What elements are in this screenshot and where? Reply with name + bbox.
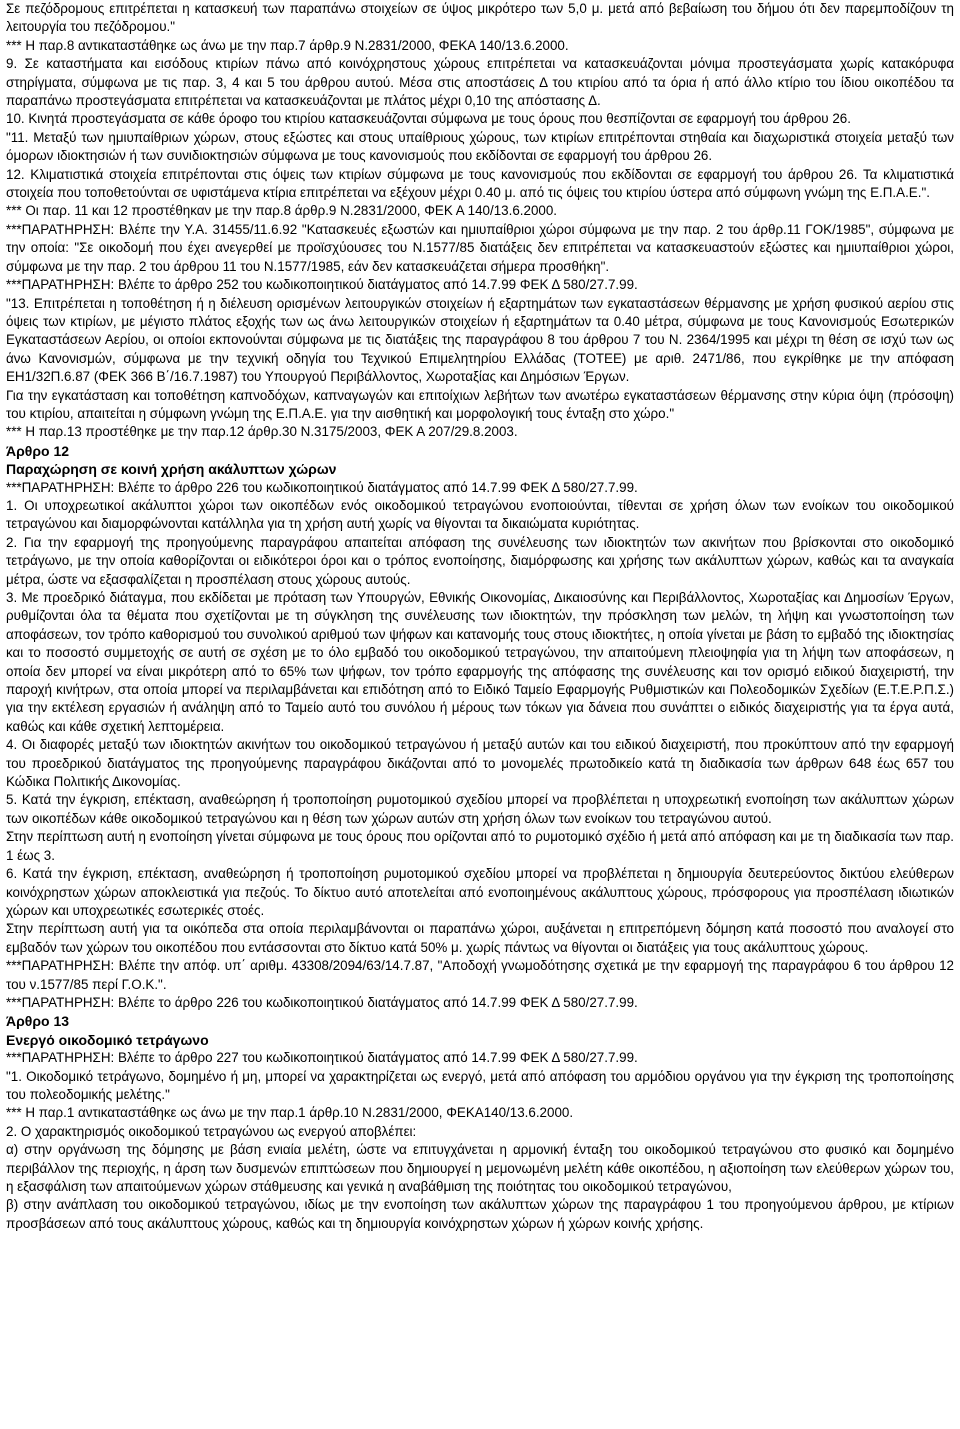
paragraph: 2. Για την εφαρμογή της προηγούμενης παραγράφου απαιτείται απόφαση της συνέλευσης των ιδιοκτητών των ακινήτων που βρίσκονται στο οικοδομικό τετράγωνο, με την οποία καθορίζονται οι ειδικότεροι όροι και ο τρόπος ενοποίησης, διαμόρφωσης και χρήσης των ακάλυπτων χώρων, καθώς και τα αναγκαία μέτρα, ώστε να εξασφαλίζεται η προσπέλαση στους χώρους αυτούς. [6, 534, 954, 587]
paragraph: ***ΠΑΡΑΤΗΡΗΣΗ: Βλέπε το άρθρο 226 του κωδικοποιητικού διατάγματος από 14.7.99 ΦΕΚ Δ 580/27.7.99. [6, 994, 638, 1010]
paragraph: *** Οι παρ. 11 και 12 προστέθηκαν με την παρ.8 άρθρ.9 Ν.2831/2000, ΦΕΚ Α 140/13.6.2000. [6, 203, 558, 219]
paragraph: 2. Ο χαρακτηρισμός οικοδομικού τετραγώνου ως ενεργού αποβλέπει: [6, 1123, 417, 1139]
paragraph: 1. Οι υποχρεωτικοί ακάλυπτοι χώροι των οικοπέδων ενός οικοδομικού τετραγώνου ενοποιούνται, τίθενται σε χρήση όλων των ενοίκων του οικοδομικού τετραγώνου και διαμορφώνονται κατάλληλα για τη χρήση αυτή χωρίς να θίγονται τα δικαιώματα κυριότητας. [6, 497, 954, 532]
paragraph: Για την εγκατάσταση και τοποθέτηση καπνοδόχων, καπναγωγών και επιτοίχιων λεβήτων των ανωτέρω εγκαταστάσεων θέρμανσης στην κύρια όψη (πρόσοψη) του κτιρίου, απαιτείται η σύμφωνη γνώμη της Ε.Π.Α.Ε. για την αισθητική και μορφολογική τους ένταξη στο χώρο." [6, 387, 954, 421]
paragraph: ***ΠΑΡΑΤΗΡΗΣΗ: Βλέπε το άρθρο 226 του κωδικοποιητικού διατάγματος από 14.7.99 ΦΕΚ Δ 580/27.7.99. [6, 479, 638, 495]
section-heading: Παραχώρηση σε κοινή χρήση ακάλυπτων χώρων [6, 461, 337, 478]
paragraph: "13. Επιτρέπεται η τοποθέτηση ή η διέλευση ορισμένων λειτουργικών στοιχείων ή εξαρτημάτων των εγκαταστάσεων θέρμανσης με χρήση φυσικού αερίου στις όψεις των κτιρίων, με μέγιστο πλάτος εξοχής των ως άνω λειτουργικών στοιχείων ή εξαρτημάτων τα 0.40 μέτρα, σύμφωνα με τους Κανονισμούς Εσωτερικών Εγκαταστάσεων Αερίου, οι οποίοι εκπονούνται σύμφωνα με τις διατάξεις της παραγράφου 8 του άρθρου 7 του Ν. 2364/1995 και μέχρι τη θέση σε ισχύ των ως άνω Κανονισμών, σύμφωνα με την τεχνική οδηγία του Τεχνικού Επιμελητηρίου Ελλάδας (ΤΟΤΕΕ) με αριθ. 2471/86, που εγκρίθηκε με την απόφαση ΕΗ1/32Π.6.87 (ΦΕΚ 366 Β΄/16.7.1987) του Υπουργού Περιβάλλοντος, Χωροταξίας και Δημόσιων Έργων. [6, 295, 954, 385]
paragraph: 3. Με προεδρικό διάταγμα, που εκδίδεται με πρόταση των Υπουργών, Εθνικής Οικονομίας, Δικαιοσύνης και Περιβάλλοντος, Χωροταξίας και Δημοσίων Έργων, ρυθμίζονται όλα τα θέματα που σχετίζονται με τη σύγκληση της συνέλευσης των ιδιοκτητών, την πρόσκληση των μελών, τη λήψη και γνωστοποίηση των αποφάσεων, τον τρόπο καθορισμού του συνολικού αριθμού των ψήφων και κατανομής τους στους ιδιοκτήτες, η οποία γίνεται με βάση το εμβαδό της ιδιοκτησίας και το ποσοστό συμμετοχής σε αυτή σε σχέση με το όλο εμβαδό του οικοδομικού τετραγώνου, την απαιτούμενη πλειοψηφία για τη λήψη των αποφάσεων, η οποία δεν μπορεί να είναι μικρότερη από το 65% των ψήφων, τον τρόπο εφαρμογής της απόφασης της συνέλευσης και τον ορισμό ειδικού διαχειριστή, την παροχή κινήτρων, στα οποία μπορεί να περιλαμβάνεται και επιδότηση από το Ειδικό Ταμείο Εφαρμογής Ρυθμιστικών και Πολεοδομικών Σχεδίων (Ε.Τ.Ε.Ρ.Π.Σ.) για την εκτέλεση εργασιών ή ανάληψη από το Ταμείο αυτό του συνόλου ή μέρους των τόκων για δάνεια που συνάπτει ο ειδικός διαχειριστής για τα έργα αυτά, καθώς και κάθε σχετική λεπτομέρεια. [6, 590, 954, 734]
section-heading: Άρθρο 12 [6, 442, 70, 459]
paragraph: "11. Μεταξύ των ημιυπαίθριων χώρων, στους εξώστες και στους υπαίθριους χώρους, των κτιρίων επιτρέπονται στηθαία και διαχωριστικά στοιχεία μεταξύ των όμορων ιδιοκτησιών ή των συνιδιοκτησιών σύμφωνα με τους κανονισμούς που εκδίδονται σε εφαρμογή του άρθρου 26. [6, 129, 954, 164]
paragraph: ***ΠΑΡΑΤΗΡΗΣΗ: Βλέπε την απόφ. υπ΄ αριθμ. 43308/2094/63/14.7.87, "Αποδοχή γνωμοδότησης σχετικά με την εφαρμογή της παραγράφου 6 του άρθρου 12 του ν.1577/85 περί Γ.Ο.Κ.". [6, 958, 954, 992]
paragraph: Στην περίπτωση αυτή για τα οικόπεδα στα οποία περιλαμβάνονται οι παραπάνω χώροι, αυξάνεται η επιτρεπόμενη δόμηση κατά ποσοστό που αναλογεί στο εμβαδόν των χώρων του οικοπέδου που εντάσσονται στο δίκτυο κατά 50% μ. χωρίς πάντως να θίγονται οι διατάξεις για τους ακάλυπτους χώρους. [6, 921, 954, 955]
paragraph: 5. Κατά την έγκριση, επέκταση, αναθεώρηση ή τροποποίηση ρυμοτομικού σχεδίου μπορεί να προβλέπεται η υποχρεωτική ενοποίηση των ακάλυπτων χώρων των οικοπέδων κάθε οικοδομικού τετραγώνου και η θέση των χώρων αυτών στη χρήση όλων των ενοίκων του τετραγώνου αυτού. [6, 792, 954, 826]
paragraph: ***ΠΑΡΑΤΗΡΗΣΗ: Βλέπε το άρθρο 252 του κωδικοποιητικού διατάγματος από 14.7.99 ΦΕΚ Δ 580/27.7.99. [6, 277, 638, 293]
section-heading: Ενεργό οικοδομικό τετράγωνο [6, 1031, 209, 1048]
paragraph: Στην περίπτωση αυτή η ενοποίηση γίνεται σύμφωνα με τους όρους που ορίζονται από το ρυμοτομικό σχέδιο ή μετά από απόφαση και με τη διαδικασία των παρ. 1 έως 3. [6, 829, 954, 863]
paragraph: 10. Κινητά προστεγάσματα σε κάθε όροφο του κτιρίου κατασκευάζονται σύμφωνα με τους όρους που θεσπίζονται σε εφαρμογή του άρθρου 26. [6, 111, 851, 127]
paragraph: 9. Σε καταστήματα και εισόδους κτιρίων πάνω από κοινόχρηστους χώρους επιτρέπεται να κατασκευάζονται μόνιμα προστεγάσματα χωρίς κατακόρυφα στηρίγματα, σύμφωνα με τις παρ. 3, 4 και 5 του άρθρου αυτού. Μέσα στις αποστάσεις Δ του κτιρίου από τα όρια ή από άλλο κτίριο του ίδιου οικοπέδου τα παραπάνω προστεγάσματα επιτρέπεται να κατασκευάζονται με πλάτος μέχρι 0,10 της απόστασης Δ. [6, 56, 954, 109]
paragraph: β) στην ανάπλαση του οικοδομικού τετραγώνου, ιδίως με την ενοποίηση των ακάλυπτων χώρων της παραγράφου 1 του προηγούμενου άρθρου, με κτίριων προσβάσεων από τους ακάλυπτους χώρους, καθώς και τη δημιουργία κοινόχρηστων χώρων ή χώρων κοινής χρήσης. [6, 1197, 954, 1231]
paragraph: *** Η παρ.1 αντικαταστάθηκε ως άνω με την παρ.1 άρθρ.10 Ν.2831/2000, ΦΕΚΑ140/13.6.2000. [6, 1105, 574, 1121]
paragraph: *** Η παρ.8 αντικαταστάθηκε ως άνω με την παρ.7 άρθρ.9 Ν.2831/2000, ΦΕΚΑ 140/13.6.2000. [6, 37, 569, 53]
paragraph: 6. Κατά την έγκριση, επέκταση, αναθεώρηση ή τροποποίηση ρυμοτομικού σχεδίου μπορεί να προβλέπεται η δημιουργία δευτερεύοντος δικτύου ελεύθερων κοινόχρηστων χώρων αποκλειστικά για πεζούς. Το δίκτυο αυτό αποτελείται από ενοποιημένους ακάλυπτους χώρους, πρόσφορους για προσπέλαση ιδιωτικών χώρων και υποχρεωτικές εσωτερικές στοές. [6, 866, 954, 918]
paragraph: ***ΠΑΡΑΤΗΡΗΣΗ: Βλέπε το άρθρο 227 του κωδικοποιητικού διατάγματος από 14.7.99 ΦΕΚ Δ 580/27.7.99. [6, 1050, 638, 1066]
paragraph: ***ΠΑΡΑΤΗΡΗΣΗ: Βλέπε την Υ.Α. 31455/11.6.92 "Κατασκευές εξωστών και ημιυπαίθριοι χώροι σύμφωνα με την παρ. 2 του άρθρ.11 ΓΟΚ/1985", σύμφωνα με την οποία: "Σε οικοδομή που έχει ανεγερθεί με προϊσχύουσες του Ν.1577/85 διατάξεις δεν επιτρέπεται να κατασκευαστούν εξώστες και ημιυπαίθριοι χώροι, σύμφωνα με την παρ. 2 του άρθρου 11 του Ν.1577/1985, εάν δεν κατασκευάζεται σήμερα προσθήκη". [6, 221, 954, 274]
paragraph: "1. Οικοδομικό τετράγωνο, δομημένο ή μη, μπορεί να χαρακτηρίζεται ως ενεργό, μετά από απόφαση του αρμόδιου οργάνου για την έγκριση της τροποποίησης του πολεοδομικής μελέτης." [6, 1068, 954, 1102]
section-heading: Άρθρο 13 [6, 1013, 70, 1030]
paragraph: *** Η παρ.13 προστέθηκε με την παρ.12 άρθρ.30 Ν.3175/2003, ΦΕΚ Α 207/29.8.2003. [6, 424, 518, 440]
paragraph: Σε πεζόδρομους επιτρέπεται η κατασκευή των παραπάνω στοιχείων σε ύψος μικρότερο των 5,0 μ. μετά από βεβαίωση του δήμου ότι δεν παρεμποδίζουν τη λειτουργία του πεζόδρομου." [6, 1, 954, 35]
paragraph: α) στην οργάνωση της δόμησης με βάση ενιαία μελέτη, ώστε να επιτυγχάνεται η αρμονική ένταξη του οικοδομικού τετραγώνου στο φυσικό και δομημένο περιβάλλον της περιοχής, η άρση των δυσμενών επιπτώσεων που δημιουργεί η μεμονωμένη μελέτη κάθε οικοπέδου, η αξιοποίηση των ελεύθερων χώρων του, η εξασφάλιση των απαιτούμενων χώρων στάθμευσης και γενικά η αναβάθμιση της ποιότητας του οικοδομικού τετραγώνου, [6, 1142, 954, 1194]
paragraph: 12. Κλιματιστικά στοιχεία επιτρέπονται στις όψεις των κτιρίων σύμφωνα με τους κανονισμούς που εκδίδονται σε εφαρμογή του άρθρου 26. Τα κλιματιστικά στοιχεία που τοποθετούνται σε υφιστάμενα κτίρια επιτρέπεται να εξέχουν μέχρι 0.40 μ. από τις όψεις του κτιρίου ύστερα από σύμφωνη γνώμη της Ε.Π.Α.Ε.". [6, 166, 954, 201]
paragraph: 4. Οι διαφορές μεταξύ των ιδιοκτητών ακινήτων του οικοδομικού τετραγώνου ή μεταξύ αυτών και του ειδικού διαχειριστή, που προκύπτουν από την εφαρμογή του προεδρικού διατάγματος της προηγούμενης παραγράφου δικάζονται από το μονομελές πρωτοδικείο κατά τη διαδικασία των άρθρων 648 έως 657 του Κώδικα Πολιτικής Δικονομίας. [6, 737, 954, 790]
